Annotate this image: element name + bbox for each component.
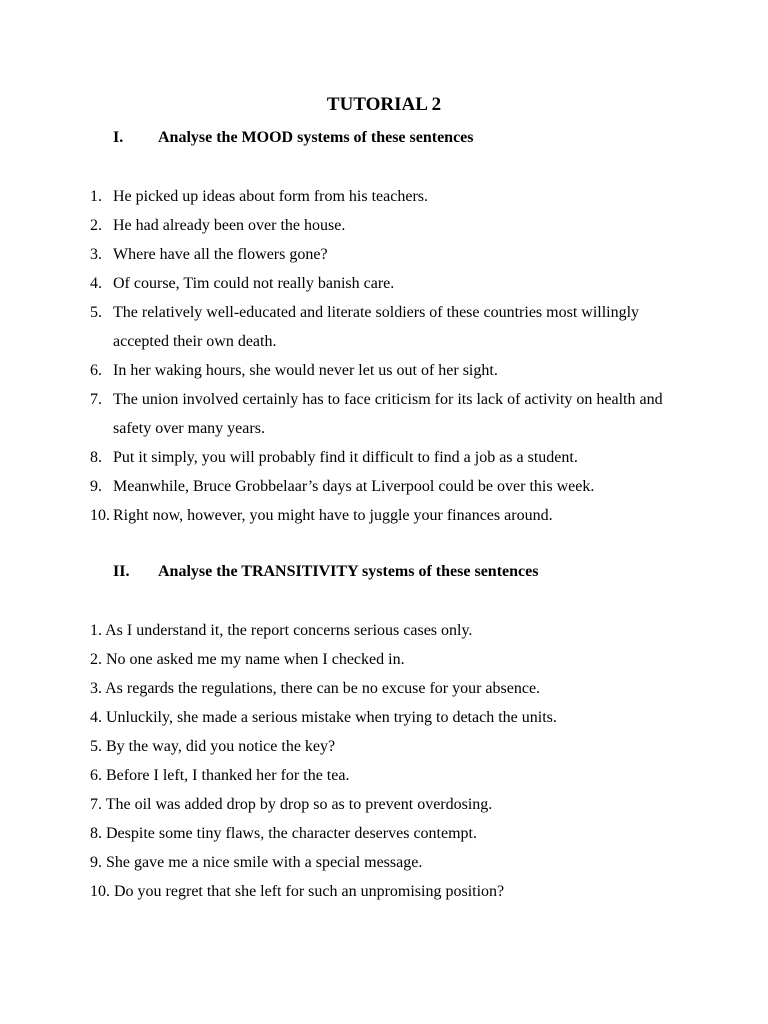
section-heading-text: Analyse the MOOD systems of these sentences [158,129,474,146]
list-item: 7. The oil was added drop by drop so as to prevent overdosing. [90,796,493,813]
item-text: Put it simply, you will probably find it difficult to find a job as a student. [113,449,578,466]
list-item [90,501,690,530]
item-text: The union involved certainly has to face criticism for its lack of activity on health and safety over many years. [113,391,663,437]
transitivity-sentence-list [90,616,710,906]
list-item: 1. As I understand it, the report concerns serious cases only. [90,622,473,639]
item-number: 8. [90,449,102,466]
list-item [90,356,690,385]
list-item [90,443,690,472]
item-text: Where have all the flowers gone? [113,246,328,263]
list-item: 3. As regards the regulations, there can be no excuse for your absence. [90,680,541,697]
item-text: Of course, Tim could not really banish care. [113,275,395,292]
item-text: He had already been over the house. [113,217,346,234]
list-item: 9. She gave me a nice smile with a special message. [90,854,423,871]
list-item [90,298,690,356]
list-item: 4. Unluckily, she made a serious mistake when trying to detach the units. [90,709,557,726]
section-heading-text: Analyse the TRANSITIVITY systems of these sentences [158,563,539,580]
mood-sentence-list [90,182,690,530]
item-number: 9. [90,478,102,495]
list-item: 6. Before I left, I thanked her for the tea. [90,767,350,784]
section-heading-transitivity [113,562,538,582]
item-text: The relatively well-educated and literate soldiers of these countries most willingly accepted their own death. [113,304,640,350]
item-number: 4. [90,275,102,292]
item-number: 1. [90,188,102,205]
list-item [90,385,690,443]
list-item [90,182,690,211]
item-text: He picked up ideas about form from his teachers. [113,188,429,205]
item-number: 6. [90,362,102,379]
list-item [90,240,690,269]
item-number: 2. [90,217,102,234]
section-numeral: I. [113,129,124,146]
list-item: 8. Despite some tiny flaws, the character deserves contempt. [90,825,477,842]
document-title: TUTORIAL 2 [326,94,442,115]
item-text: Right now, however, you might have to juggle your finances around. [113,507,553,524]
section-numeral: II. [113,563,130,580]
item-number: 5. [90,304,102,321]
list-item: 5. By the way, did you notice the key? [90,738,336,755]
list-item [90,211,690,240]
section-heading-mood [113,128,474,148]
item-text: Meanwhile, Bruce Grobbelaar’s days at Liverpool could be over this week. [113,478,595,495]
item-number: 10. [90,507,110,524]
list-item [90,472,690,501]
list-item: 2. No one asked me my name when I checked in. [90,651,405,668]
list-item [90,269,690,298]
item-number: 7. [90,391,102,408]
item-text: In her waking hours, she would never let us out of her sight. [113,362,498,379]
list-item: 10. Do you regret that she left for such an unpromising position? [90,883,505,900]
item-number: 3. [90,246,102,263]
